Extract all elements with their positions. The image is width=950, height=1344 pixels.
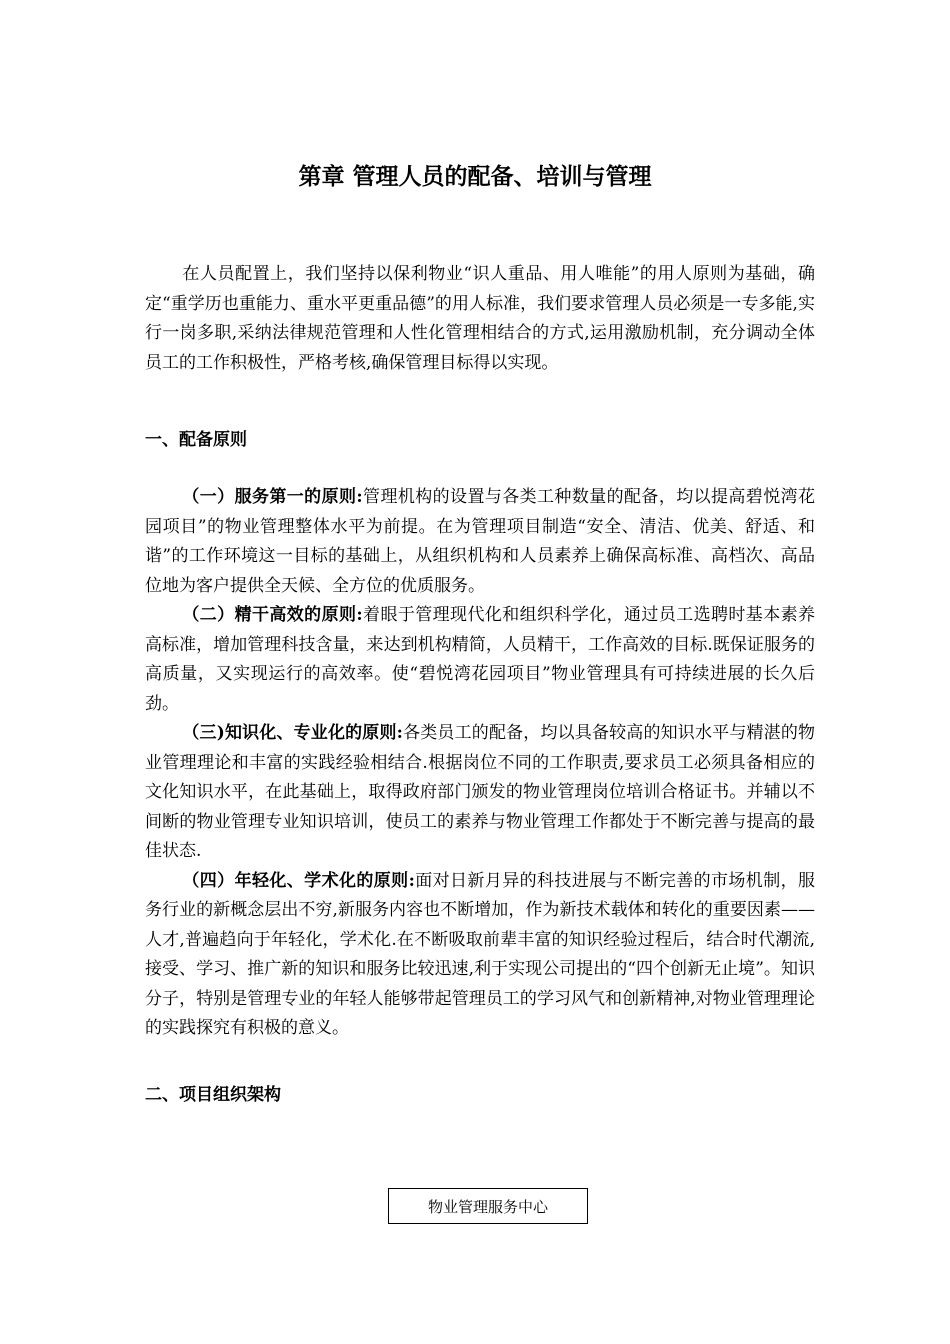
principle-text: 着眼于管理现代化和组织科学化，通过员工选聘时基本素养高标准，增加管理科技含量，来达到机构精简，人员精干，工作高效的目标.既保证服务的高质量，又实现运行的高效率。使“碧悦湾花园项目”物业管理具有可持续进展的长久后劲。 [145, 605, 816, 714]
org-chart-node-service-center: 物业管理服务中心 [388, 1188, 588, 1224]
section-heading-staffing-principles: 一、配备原则 [145, 430, 247, 450]
principle-lean-efficient [145, 601, 815, 719]
principle-knowledge-professional [145, 719, 815, 867]
principle-lead: （四）年轻化、学术化的原则: [182, 870, 415, 891]
principle-service-first [145, 483, 815, 601]
section-heading-org-structure: 二、项目组织架构 [145, 1085, 281, 1105]
principle-text: 管理机构的设置与各类工种数量的配备，均以提高碧悦湾花园项目”的物业管理整体水平为前提。在为管理项目制造“安全、清洁、优美、舒适、和谐”的工作环境这一目标的基础上，从组织机构和人员素养上确保高标准、高档次、高品位地为客户提供全天候、全方位的优质服务。 [145, 487, 816, 596]
principles-list [145, 483, 815, 1044]
page-title: 第章 管理人员的配备、培训与管理 [298, 163, 652, 190]
principle-text: 各类员工的配备，均以具备较高的知识水平与精湛的物业管理理论和丰富的实践经验相结合.根据岗位不同的工作职责,要求员工必须具备相应的文化知识水平，在此基础上，取得政府部门颁发的物业管理岗位培训合格证书。并辅以不间断的物业管理专业知识培训，使员工的素养与物业管理工作都处于不断完善与提高的最佳状态. [145, 723, 815, 861]
principle-lead: （三)知识化、专业化的原则: [182, 723, 403, 743]
principle-lead: （二）精干高效的原则: [182, 605, 363, 625]
principle-text: 面对日新月异的科技进展与不断完善的市场机制，服务行业的新概念层出不穷,新服务内容也不断增加，作为新技术载体和转化的重要因素——人才,普遍趋向于年轻化，学术化.在不断吸取前辈丰富的知识经验过程后，结合时代潮流,接受、学习、推广新的知识和服务比较迅速,利于实现公司提出的“四个创新无止境”。知识分子，特别是管理专业的年轻人能够带起管理员工的学习风气和创新精神,对物业管理理论的实践探究有积极的意义。 [145, 870, 815, 1038]
principle-lead: （一）服务第一的原则: [182, 487, 363, 507]
intro-paragraph: 在人员配置上，我们坚持以保利物业“识人重品、用人唯能”的用人原则为基础，确定“重学历也重能力、重水平更重品德”的用人标准，我们要求管理人员必须是一专多能,实行一岗多职,采纳法律规范管理和人性化管理相结合的方式,运用激励机制，充分调动全体员工的工作积极性，严格考核,确保管理目标得以实现。 [145, 264, 815, 373]
principle-youth-academic [145, 867, 815, 1044]
